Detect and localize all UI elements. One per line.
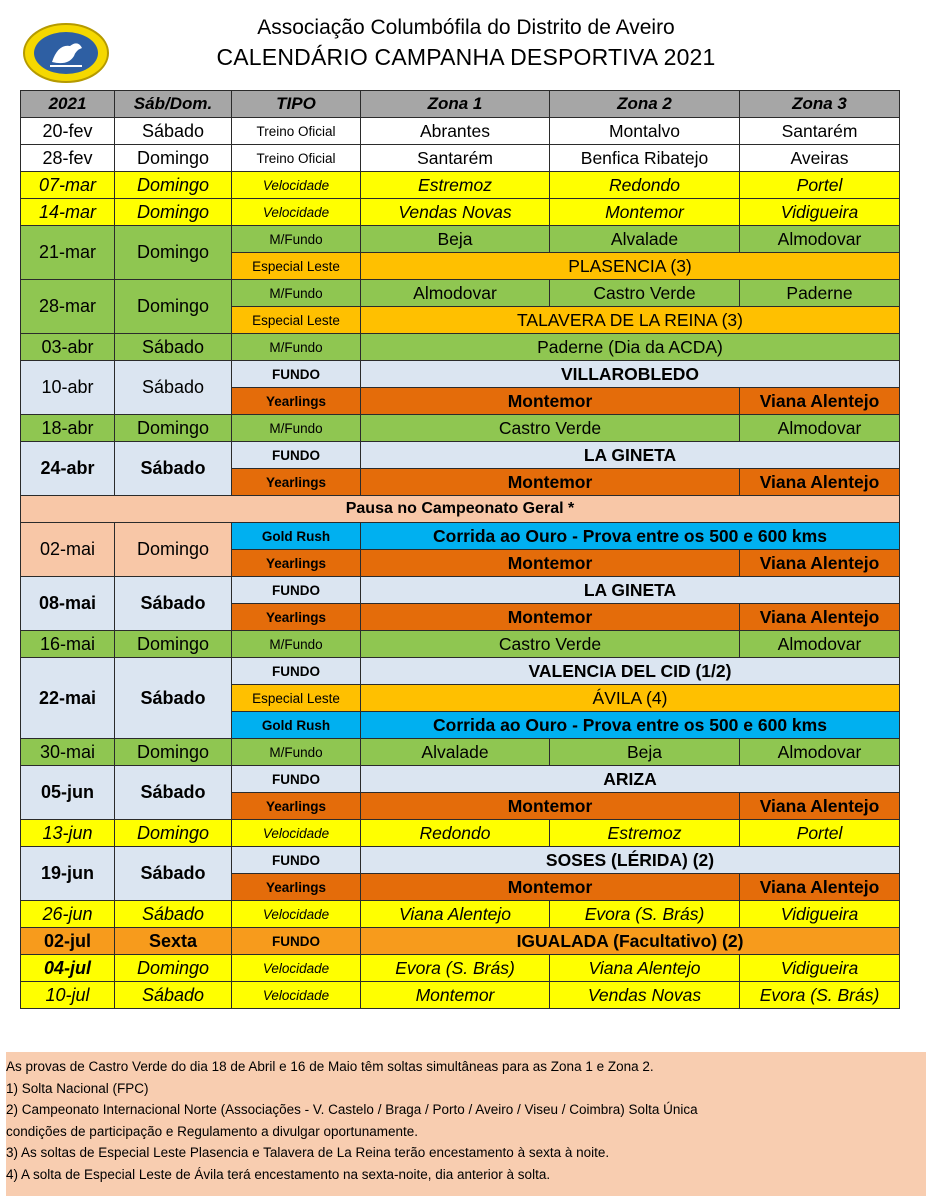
zona3-cell: Viana Alentejo [740,874,900,901]
zona3-cell: Santarém [740,118,900,145]
table-row [21,658,900,685]
table-row [21,415,900,442]
zona12-cell: Castro Verde [361,631,740,658]
day-cell: Sábado [115,442,232,496]
date-cell: 18-abr [21,415,115,442]
zona3-cell: Almodovar [740,631,900,658]
tipo-cell: Yearlings [232,874,361,901]
day-cell: Sábado [115,334,232,361]
zona2-cell: Beja [550,739,740,766]
zona1-cell: Estremoz [361,172,550,199]
date-cell: 16-mai [21,631,115,658]
zona12-cell: Montemor [361,874,740,901]
zones-span-cell: TALAVERA DE LA REINA (3) [361,307,900,334]
zona12-cell: Montemor [361,388,740,415]
tipo-cell: Treino Oficial [232,145,361,172]
zona1-cell: Santarém [361,145,550,172]
zona1-cell: Redondo [361,820,550,847]
zona3-cell: Viana Alentejo [740,469,900,496]
day-cell: Sábado [115,577,232,631]
zona3-cell: Paderne [740,280,900,307]
tipo-cell: FUNDO [232,847,361,874]
tipo-cell: M/Fundo [232,631,361,658]
tipo-cell: Yearlings [232,550,361,577]
note-line: As provas de Castro Verde do dia 18 de Abril e 16 de Maio têm soltas simultâneas para as Zona 1 e Zona 2. [6,1059,654,1074]
tipo-cell: M/Fundo [232,226,361,253]
day-cell: Domingo [115,631,232,658]
tipo-cell: M/Fundo [232,334,361,361]
tipo-cell: M/Fundo [232,415,361,442]
zones-span-cell: Corrida ao Ouro - Prova entre os 500 e 600 kms [361,712,900,739]
zona1-cell: Abrantes [361,118,550,145]
zona2-cell: Montalvo [550,118,740,145]
table-row [21,172,900,199]
day-cell: Domingo [115,172,232,199]
zona2-cell: Estremoz [550,820,740,847]
zona3-cell: Viana Alentejo [740,793,900,820]
zones-span-cell: ARIZA [361,766,900,793]
tipo-cell: Velocidade [232,820,361,847]
zona1-cell: Beja [361,226,550,253]
tipo-cell: Velocidade [232,955,361,982]
tipo-cell: Especial Leste [232,685,361,712]
date-cell: 22-mai [21,658,115,739]
zona3-cell: Viana Alentejo [740,604,900,631]
zona3-cell: Vidigueira [740,955,900,982]
tipo-cell: Especial Leste [232,307,361,334]
day-cell: Domingo [115,199,232,226]
zones-span-cell: ÁVILA (4) [361,685,900,712]
table-row [21,928,900,955]
zona3-cell: Aveiras [740,145,900,172]
zona3-cell: Vidigueira [740,901,900,928]
zona1-cell: Evora (S. Brás) [361,955,550,982]
tipo-cell: Especial Leste [232,253,361,280]
date-cell: 19-jun [21,847,115,901]
tipo-cell: Yearlings [232,793,361,820]
tipo-cell: Gold Rush [232,523,361,550]
zona3-cell: Viana Alentejo [740,388,900,415]
zona2-cell: Alvalade [550,226,740,253]
note-line: 3) As soltas de Especial Leste Plasencia e Talavera de La Reina terão encestamento à sexta à noite. [6,1145,610,1160]
day-cell: Sexta [115,928,232,955]
table-row [21,955,900,982]
zona12-cell: Castro Verde [361,415,740,442]
zona1-cell: Vendas Novas [361,199,550,226]
zona2-cell: Castro Verde [550,280,740,307]
table-row [21,199,900,226]
note-line: 1) Solta Nacional (FPC) [6,1080,149,1096]
day-cell: Sábado [115,766,232,820]
day-cell: Sábado [115,847,232,901]
zones-span-cell: SOSES (LÉRIDA) (2) [361,847,900,874]
zona12-cell: Montemor [361,793,740,820]
tipo-cell: Velocidade [232,982,361,1009]
day-cell: Domingo [115,955,232,982]
zones-span-cell: PLASENCIA (3) [361,253,900,280]
zones-span-cell: LA GINETA [361,577,900,604]
zones-span-cell: IGUALADA (Facultativo) (2) [361,928,900,955]
zones-span-cell: Corrida ao Ouro - Prova entre os 500 e 600 kms [361,523,900,550]
day-cell: Domingo [115,226,232,280]
table-row [21,523,900,550]
tipo-cell: Yearlings [232,604,361,631]
date-cell: 02-jul [21,928,115,955]
date-cell: 30-mai [21,739,115,766]
date-cell: 03-abr [21,334,115,361]
date-cell: 28-fev [21,145,115,172]
zona3-cell: Almodovar [740,739,900,766]
table-row [21,145,900,172]
date-cell: 26-jun [21,901,115,928]
date-cell: 05-jun [21,766,115,820]
date-cell: 13-jun [21,820,115,847]
table-row [21,577,900,604]
zona2-cell: Montemor [550,199,740,226]
date-cell: 14-mar [21,199,115,226]
calendar-table [20,90,900,1009]
tipo-cell: Treino Oficial [232,118,361,145]
tipo-cell: M/Fundo [232,280,361,307]
day-cell: Domingo [115,523,232,577]
day-cell: Sábado [115,361,232,415]
notes-box [6,1052,926,1196]
pause-notice: Pausa no Campeonato Geral * [21,496,900,523]
zona1-cell: Almodovar [361,280,550,307]
col-header-tipo: TIPO [232,91,361,118]
date-cell: 10-jul [21,982,115,1009]
zona1-cell: Montemor [361,982,550,1009]
tipo-cell: FUNDO [232,658,361,685]
date-cell: 20-fev [21,118,115,145]
table-row [21,280,900,307]
day-cell: Domingo [115,415,232,442]
table-row [21,631,900,658]
date-cell: 21-mar [21,226,115,280]
day-cell: Domingo [115,280,232,334]
col-header-zona1: Zona 1 [361,91,550,118]
tipo-cell: Velocidade [232,172,361,199]
zones-span-cell: LA GINETA [361,442,900,469]
tipo-cell: FUNDO [232,361,361,388]
tipo-cell: FUNDO [232,442,361,469]
table-row [21,496,900,523]
zona12-cell: Montemor [361,604,740,631]
tipo-cell: Gold Rush [232,712,361,739]
zones-span-cell: Paderne (Dia da ACDA) [361,334,900,361]
day-cell: Sábado [115,118,232,145]
note-line: 4) A solta de Especial Leste de Ávila terá encestamento na sexta-noite, dia anterior à solta. [6,1166,551,1182]
tipo-cell: Velocidade [232,199,361,226]
note-line: condições de participação e Regulamento a divulgar oportunamente. [6,1123,419,1139]
tipo-cell: Yearlings [232,388,361,415]
day-cell: Domingo [115,820,232,847]
table-row [21,847,900,874]
table-row [21,820,900,847]
col-header-day: Sáb/Dom. [115,91,232,118]
zona3-cell: Almodovar [740,415,900,442]
tipo-cell: Velocidade [232,901,361,928]
day-cell: Sábado [115,901,232,928]
tipo-cell: FUNDO [232,766,361,793]
zona12-cell: Montemor [361,469,740,496]
day-cell: Sábado [115,982,232,1009]
tipo-cell: FUNDO [232,577,361,604]
tipo-cell: FUNDO [232,928,361,955]
tipo-cell: Yearlings [232,469,361,496]
zones-span-cell: VALENCIA DEL CID (1/2) [361,658,900,685]
table-row [21,361,900,388]
table-header-row [21,91,900,118]
zona3-cell: Evora (S. Brás) [740,982,900,1009]
zona3-cell: Almodovar [740,226,900,253]
table-row [21,442,900,469]
zona2-cell: Evora (S. Brás) [550,901,740,928]
table-row [21,226,900,253]
zona2-cell: Vendas Novas [550,982,740,1009]
zona3-cell: Viana Alentejo [740,550,900,577]
zona2-cell: Benfica Ribatejo [550,145,740,172]
zona2-cell: Redondo [550,172,740,199]
zona3-cell: Portel [740,820,900,847]
zona2-cell: Viana Alentejo [550,955,740,982]
note-line: 2) Campeonato Internacional Norte (Associações - V. Castelo / Braga / Porto / Aveiro / Viseu / Coimbra) Solta Única [6,1102,698,1117]
table-row [21,766,900,793]
zona1-cell: Viana Alentejo [361,901,550,928]
zona1-cell: Alvalade [361,739,550,766]
col-header-zona2: Zona 2 [550,91,740,118]
page-header [0,0,932,88]
zona3-cell: Vidigueira [740,199,900,226]
table-row [21,982,900,1009]
page-title: CALENDÁRIO CAMPANHA DESPORTIVA 2021 [216,44,716,70]
day-cell: Sábado [115,658,232,739]
col-header-year: 2021 [21,91,115,118]
table-row [21,118,900,145]
date-cell: 02-mai [21,523,115,577]
table-row [21,739,900,766]
table-row [21,334,900,361]
date-cell: 10-abr [21,361,115,415]
date-cell: 07-mar [21,172,115,199]
tipo-cell: M/Fundo [232,739,361,766]
date-cell: 24-abr [21,442,115,496]
day-cell: Domingo [115,145,232,172]
organization-name: Associação Columbófila do Distrito de Aveiro [257,16,675,39]
date-cell: 04-jul [21,955,115,982]
date-cell: 08-mai [21,577,115,631]
table-row [21,901,900,928]
date-cell: 28-mar [21,280,115,334]
col-header-zona3: Zona 3 [740,91,900,118]
day-cell: Domingo [115,739,232,766]
zona12-cell: Montemor [361,550,740,577]
zona3-cell: Portel [740,172,900,199]
zones-span-cell: VILLAROBLEDO [361,361,900,388]
